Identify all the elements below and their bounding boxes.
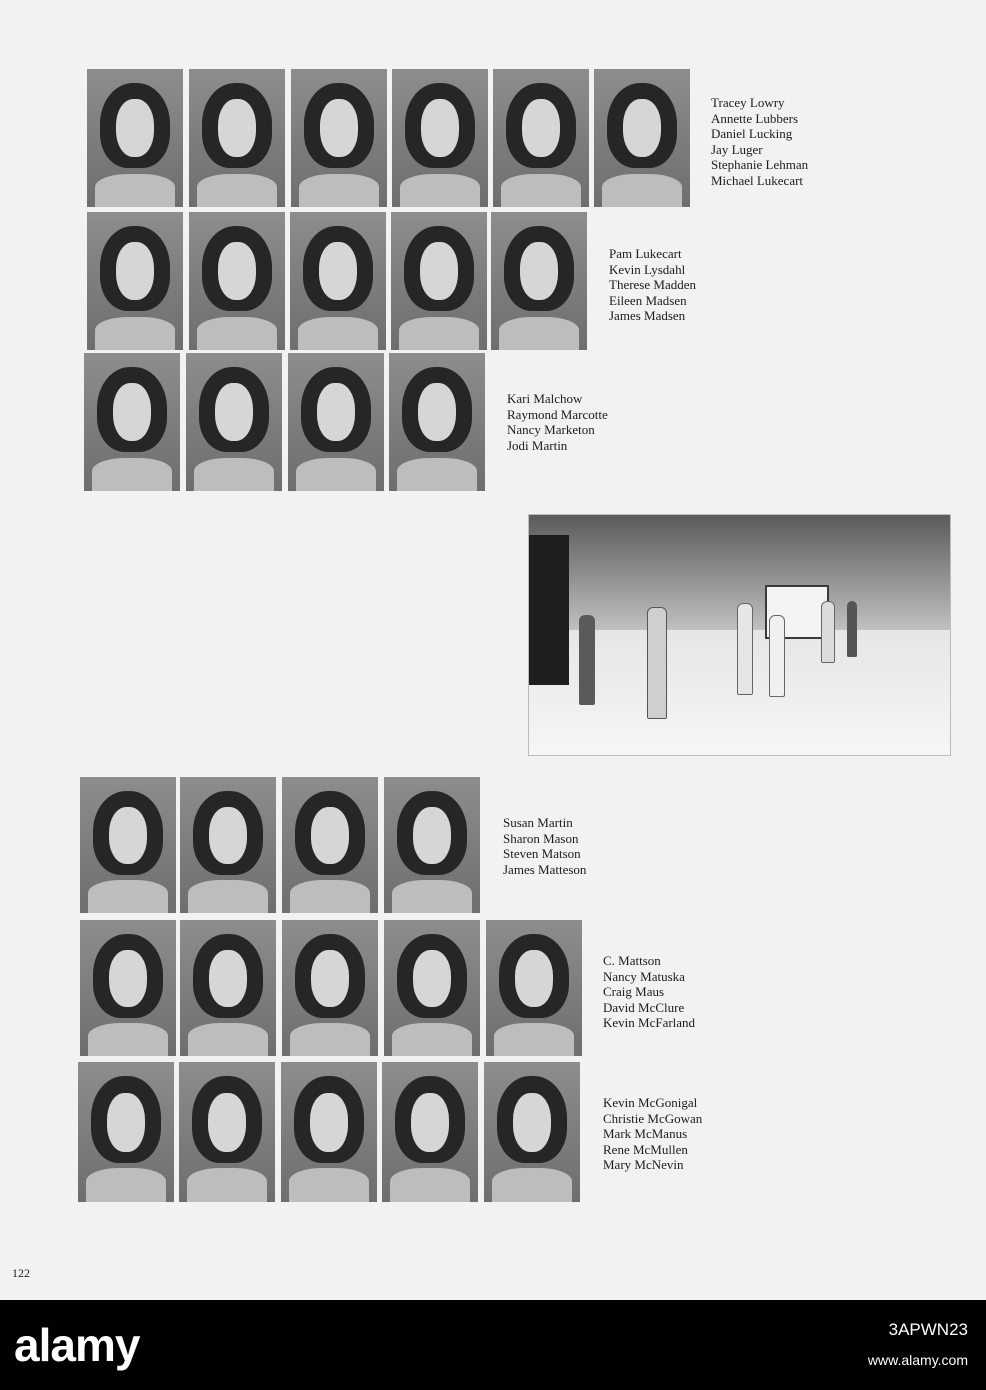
- student-portrait: [180, 777, 276, 913]
- page-number: 122: [12, 1266, 30, 1280]
- student-portrait: [290, 212, 386, 350]
- watermark-bar: [0, 1300, 986, 1390]
- student-portrait: [389, 353, 485, 491]
- student-name: Jay Luger: [711, 141, 763, 157]
- name-list: [603, 1095, 702, 1173]
- student-name: Therese Madden: [609, 277, 696, 292]
- student-name: Eileen Madsen: [609, 292, 687, 308]
- student-name: Daniel Lucking: [711, 126, 793, 141]
- student-name: Mark McManus: [603, 1126, 688, 1141]
- student-portrait: [288, 353, 384, 491]
- student-name: James Madsen: [609, 308, 686, 323]
- student-portrait: [189, 212, 285, 350]
- student-name: Susan Martin: [503, 815, 573, 830]
- student-name: Annette Lubbers: [711, 110, 799, 126]
- student-portrait: [291, 69, 387, 207]
- name-list: [503, 815, 586, 877]
- student-name: Kevin McGonigal: [603, 1095, 698, 1110]
- student-name: Stephanie Lehman: [711, 157, 809, 172]
- student-portrait: [384, 920, 480, 1056]
- student-portrait: [186, 353, 282, 491]
- student-portrait: [493, 69, 589, 207]
- watermark-url: www.alamy.com: [867, 1352, 968, 1368]
- student-name: David McClure: [603, 999, 685, 1015]
- student-portrait: [281, 1062, 377, 1202]
- student-name: Craig Maus: [603, 984, 665, 999]
- student-name: Michael Lukecart: [711, 172, 804, 188]
- name-list: [507, 391, 608, 453]
- student-name: Steven Matson: [503, 846, 581, 861]
- name-list: [711, 95, 808, 188]
- student-portrait: [87, 212, 183, 350]
- student-portrait: [484, 1062, 580, 1202]
- student-portrait: [594, 69, 690, 207]
- student-portrait: [282, 777, 378, 913]
- student-name: Nancy Matuska: [603, 968, 685, 984]
- alamy-logo: alamy: [14, 1319, 140, 1371]
- student-portrait: [78, 1062, 174, 1202]
- student-name: Raymond Marcotte: [507, 406, 608, 422]
- student-name: C. Mattson: [603, 953, 661, 968]
- image-id: 3APWN23: [888, 1320, 968, 1339]
- student-portrait: [189, 69, 285, 207]
- student-name: Kevin McFarland: [603, 1015, 696, 1030]
- student-name: Christie McGowan: [603, 1110, 703, 1126]
- student-portrait: [80, 777, 176, 913]
- student-name: Jodi Martin: [507, 437, 568, 453]
- student-name: Kari Malchow: [507, 391, 583, 406]
- student-name: Pam Lukecart: [609, 246, 682, 261]
- student-name: James Matteson: [503, 861, 587, 877]
- student-name: Mary McNevin: [603, 1157, 684, 1172]
- student-name: Nancy Marketon: [507, 422, 595, 437]
- student-portrait: [179, 1062, 275, 1202]
- student-portrait: [486, 920, 582, 1056]
- student-portrait: [180, 920, 276, 1056]
- student-name: Tracey Lowry: [711, 95, 785, 110]
- gym-candid-photo: [528, 514, 951, 756]
- student-name: Rene McMullen: [603, 1141, 688, 1157]
- student-name: Kevin Lysdahl: [609, 261, 686, 277]
- student-portrait: [382, 1062, 478, 1202]
- student-portrait: [384, 777, 480, 913]
- name-list: [609, 246, 696, 324]
- name-list: [603, 953, 695, 1031]
- student-portrait: [392, 69, 488, 207]
- student-portrait: [282, 920, 378, 1056]
- student-portrait: [491, 212, 587, 350]
- student-name: Sharon Mason: [503, 830, 579, 846]
- student-portrait: [87, 69, 183, 207]
- student-portrait: [84, 353, 180, 491]
- student-portrait: [80, 920, 176, 1056]
- student-portrait: [391, 212, 487, 350]
